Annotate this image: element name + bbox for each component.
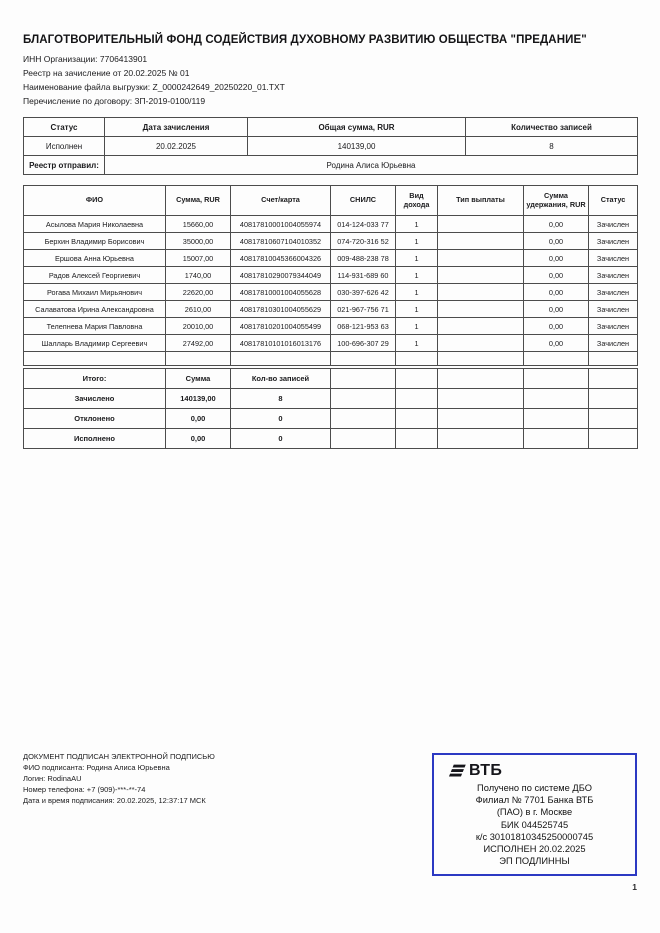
cell-payout-type bbox=[438, 267, 524, 284]
cell-income-type: 1 bbox=[396, 250, 438, 267]
totals-label: Итого: bbox=[24, 369, 166, 389]
totals-row bbox=[24, 409, 638, 429]
status-table bbox=[23, 117, 638, 175]
info-line-registry: Реестр на зачисление от 20.02.2025 № 01 bbox=[23, 68, 190, 78]
signature-fio: ФИО подписанта: Родина Алиса Юрьевна bbox=[23, 762, 170, 772]
payment-row bbox=[24, 250, 638, 267]
cell-withholding: 0,00 bbox=[524, 216, 589, 233]
totals-row-sum: 140139,00 bbox=[166, 389, 231, 409]
cell-amount: 22620,00 bbox=[166, 284, 231, 301]
cell-income-type: 1 bbox=[396, 284, 438, 301]
cell-snils: 068-121-953 63 bbox=[331, 318, 396, 335]
col-header-amount: Сумма, RUR bbox=[166, 186, 231, 216]
total-sum-value: 140139,00 bbox=[248, 137, 466, 156]
empty-row bbox=[24, 352, 638, 366]
cell-fio: Радов Алексей Георгиевич bbox=[24, 267, 166, 284]
cell-snils: 100-696-307 29 bbox=[331, 335, 396, 352]
signature-block bbox=[23, 752, 215, 807]
info-line-inn: ИНН Организации: 7706413901 bbox=[23, 54, 148, 64]
vtb-logo-text: ВТБ bbox=[469, 762, 503, 779]
cell-row-status: Зачислен bbox=[589, 267, 638, 284]
cell-payout-type bbox=[438, 318, 524, 335]
payment-row bbox=[24, 318, 638, 335]
col-header-fio: ФИО bbox=[24, 186, 166, 216]
cell-account: 40817810290079344049 bbox=[231, 267, 331, 284]
sender-value: Родина Алиса Юрьевна bbox=[105, 156, 638, 175]
cell-row-status: Зачислен bbox=[589, 284, 638, 301]
cell-withholding: 0,00 bbox=[524, 267, 589, 284]
page-number: 1 bbox=[632, 882, 637, 892]
cell-fio: Салаватова Ирина Александровна bbox=[24, 301, 166, 318]
cell-withholding: 0,00 bbox=[524, 301, 589, 318]
page-title: БЛАГОТВОРИТЕЛЬНЫЙ ФОНД СОДЕЙСТВИЯ ДУХОВНОМУ РАЗВИТИЮ ОБЩЕСТВА "ПРЕДАНИЕ" bbox=[23, 34, 587, 46]
document-info bbox=[23, 52, 637, 108]
cell-withholding: 0,00 bbox=[524, 335, 589, 352]
payments-header-row bbox=[24, 186, 638, 216]
totals-row-label: Исполнено bbox=[24, 429, 166, 449]
status-value: Исполнен bbox=[24, 137, 105, 156]
cell-payout-type bbox=[438, 335, 524, 352]
totals-row-label: Зачислено bbox=[24, 389, 166, 409]
cell-amount: 15007,00 bbox=[166, 250, 231, 267]
cell-withholding: 0,00 bbox=[524, 233, 589, 250]
cell-fio: Берхин Владимир Борисович bbox=[24, 233, 166, 250]
payment-row bbox=[24, 301, 638, 318]
stamp-line-bik: БИК 044525745 bbox=[500, 819, 569, 830]
vtb-logo bbox=[434, 755, 635, 780]
stamp-text bbox=[434, 782, 635, 867]
col-header-account: Счет/карта bbox=[231, 186, 331, 216]
col-header-record-count: Количество записей bbox=[466, 118, 638, 137]
cell-payout-type bbox=[438, 301, 524, 318]
payment-row bbox=[24, 335, 638, 352]
cell-income-type: 1 bbox=[396, 233, 438, 250]
cell-amount: 1740,00 bbox=[166, 267, 231, 284]
stamp-line-executed: ИСПОЛНЕН 20.02.2025 bbox=[483, 844, 586, 855]
col-header-row-status: Статус bbox=[589, 186, 638, 216]
col-header-total-sum: Общая сумма, RUR bbox=[248, 118, 466, 137]
cell-snils: 030-397-626 42 bbox=[331, 284, 396, 301]
col-header-date: Дата зачисления bbox=[105, 118, 248, 137]
cell-income-type: 1 bbox=[396, 335, 438, 352]
totals-row-count: 0 bbox=[231, 429, 331, 449]
payment-row bbox=[24, 216, 638, 233]
date-value: 20.02.2025 bbox=[105, 137, 248, 156]
bank-stamp bbox=[432, 753, 637, 876]
payment-row bbox=[24, 233, 638, 250]
stamp-line-city: (ПАО) в г. Москве bbox=[496, 807, 573, 818]
cell-account: 40817810101016013176 bbox=[231, 335, 331, 352]
totals-row-sum: 0,00 bbox=[166, 429, 231, 449]
col-header-snils: СНИЛС bbox=[331, 186, 396, 216]
totals-row bbox=[24, 389, 638, 409]
cell-account: 40817810001004055628 bbox=[231, 284, 331, 301]
cell-payout-type bbox=[438, 284, 524, 301]
cell-snils: 114-931-689 60 bbox=[331, 267, 396, 284]
cell-row-status: Зачислен bbox=[589, 335, 638, 352]
stamp-line-received: Получено по системе ДБО bbox=[477, 783, 592, 793]
col-header-payout-type: Тип выплаты bbox=[438, 186, 524, 216]
sender-row bbox=[24, 156, 638, 175]
totals-row bbox=[24, 429, 638, 449]
info-line-filename: Наименование файла выгрузки: Z_0000242649_20250220_01.TXT bbox=[23, 82, 285, 92]
cell-amount: 15660,00 bbox=[166, 216, 231, 233]
cell-row-status: Зачислен bbox=[589, 318, 638, 335]
totals-col-count: Кол-во записей bbox=[231, 369, 331, 389]
record-count-value: 8 bbox=[466, 137, 638, 156]
cell-withholding: 0,00 bbox=[524, 250, 589, 267]
col-header-income-type: Вид дохода bbox=[396, 186, 438, 216]
cell-withholding: 0,00 bbox=[524, 284, 589, 301]
cell-snils: 074-720-316 52 bbox=[331, 233, 396, 250]
cell-account: 40817810001004055974 bbox=[231, 216, 331, 233]
signature-datetime: Дата и время подписания: 20.02.2025, 12:37:17 МСК bbox=[23, 795, 206, 805]
cell-amount: 20010,00 bbox=[166, 318, 231, 335]
payment-row bbox=[24, 284, 638, 301]
cell-fio: Телепнева Мария Павловна bbox=[24, 318, 166, 335]
cell-account: 40817810607104010352 bbox=[231, 233, 331, 250]
status-value-row bbox=[24, 137, 638, 156]
payments-table bbox=[23, 185, 638, 366]
stamp-line-corr-account: к/с 30101810345250000745 bbox=[475, 831, 594, 842]
cell-income-type: 1 bbox=[396, 216, 438, 233]
cell-amount: 27492,00 bbox=[166, 335, 231, 352]
totals-col-sum: Сумма bbox=[166, 369, 231, 389]
vtb-wing-icon bbox=[447, 764, 469, 778]
sender-label: Реестр отправил: bbox=[24, 156, 105, 175]
cell-row-status: Зачислен bbox=[589, 250, 638, 267]
cell-row-status: Зачислен bbox=[589, 301, 638, 318]
cell-account: 40817810201004055499 bbox=[231, 318, 331, 335]
col-header-withholding: Сумма удержания, RUR bbox=[524, 186, 589, 216]
cell-payout-type bbox=[438, 216, 524, 233]
cell-account: 40817810301004055629 bbox=[231, 301, 331, 318]
cell-income-type: 1 bbox=[396, 267, 438, 284]
totals-row-sum: 0,00 bbox=[166, 409, 231, 429]
cell-row-status: Зачислен bbox=[589, 233, 638, 250]
payment-row bbox=[24, 267, 638, 284]
cell-amount: 2610,00 bbox=[166, 301, 231, 318]
cell-fio: Ершова Анна Юрьевна bbox=[24, 250, 166, 267]
signature-title: ДОКУМЕНТ ПОДПИСАН ЭЛЕКТРОННОЙ ПОДПИСЬЮ bbox=[23, 752, 215, 761]
cell-withholding: 0,00 bbox=[524, 318, 589, 335]
info-line-contract: Перечисление по договору: ЗП-2019-0100/119 bbox=[23, 96, 206, 106]
totals-table bbox=[23, 368, 638, 449]
cell-account: 40817810045366004326 bbox=[231, 250, 331, 267]
totals-row-label: Отклонено bbox=[24, 409, 166, 429]
cell-payout-type bbox=[438, 250, 524, 267]
cell-row-status: Зачислен bbox=[589, 216, 638, 233]
cell-amount: 35000,00 bbox=[166, 233, 231, 250]
status-header-row bbox=[24, 118, 638, 137]
cell-snils: 009-488-238 78 bbox=[331, 250, 396, 267]
cell-income-type: 1 bbox=[396, 301, 438, 318]
totals-header-row bbox=[24, 369, 638, 389]
totals-row-count: 0 bbox=[231, 409, 331, 429]
cell-fio: Шалларь Владимир Сергеевич bbox=[24, 335, 166, 352]
cell-snils: 014-124-033 77 bbox=[331, 216, 396, 233]
cell-snils: 021-967-756 71 bbox=[331, 301, 396, 318]
cell-fio: Рогава Михаил Мирьянович bbox=[24, 284, 166, 301]
signature-login: Логин: RodinaAU bbox=[23, 773, 82, 783]
cell-income-type: 1 bbox=[396, 318, 438, 335]
totals-row-count: 8 bbox=[231, 389, 331, 409]
col-header-status: Статус bbox=[24, 118, 105, 137]
cell-payout-type bbox=[438, 233, 524, 250]
stamp-line-signature-valid: ЭП ПОДЛИННЫ bbox=[499, 856, 570, 867]
signature-phone: Номер телефона: +7 (909)-***-**-74 bbox=[23, 784, 146, 794]
cell-fio: Асылова Мария Николаевна bbox=[24, 216, 166, 233]
stamp-line-branch: Филиал № 7701 Банка ВТБ bbox=[475, 795, 594, 806]
